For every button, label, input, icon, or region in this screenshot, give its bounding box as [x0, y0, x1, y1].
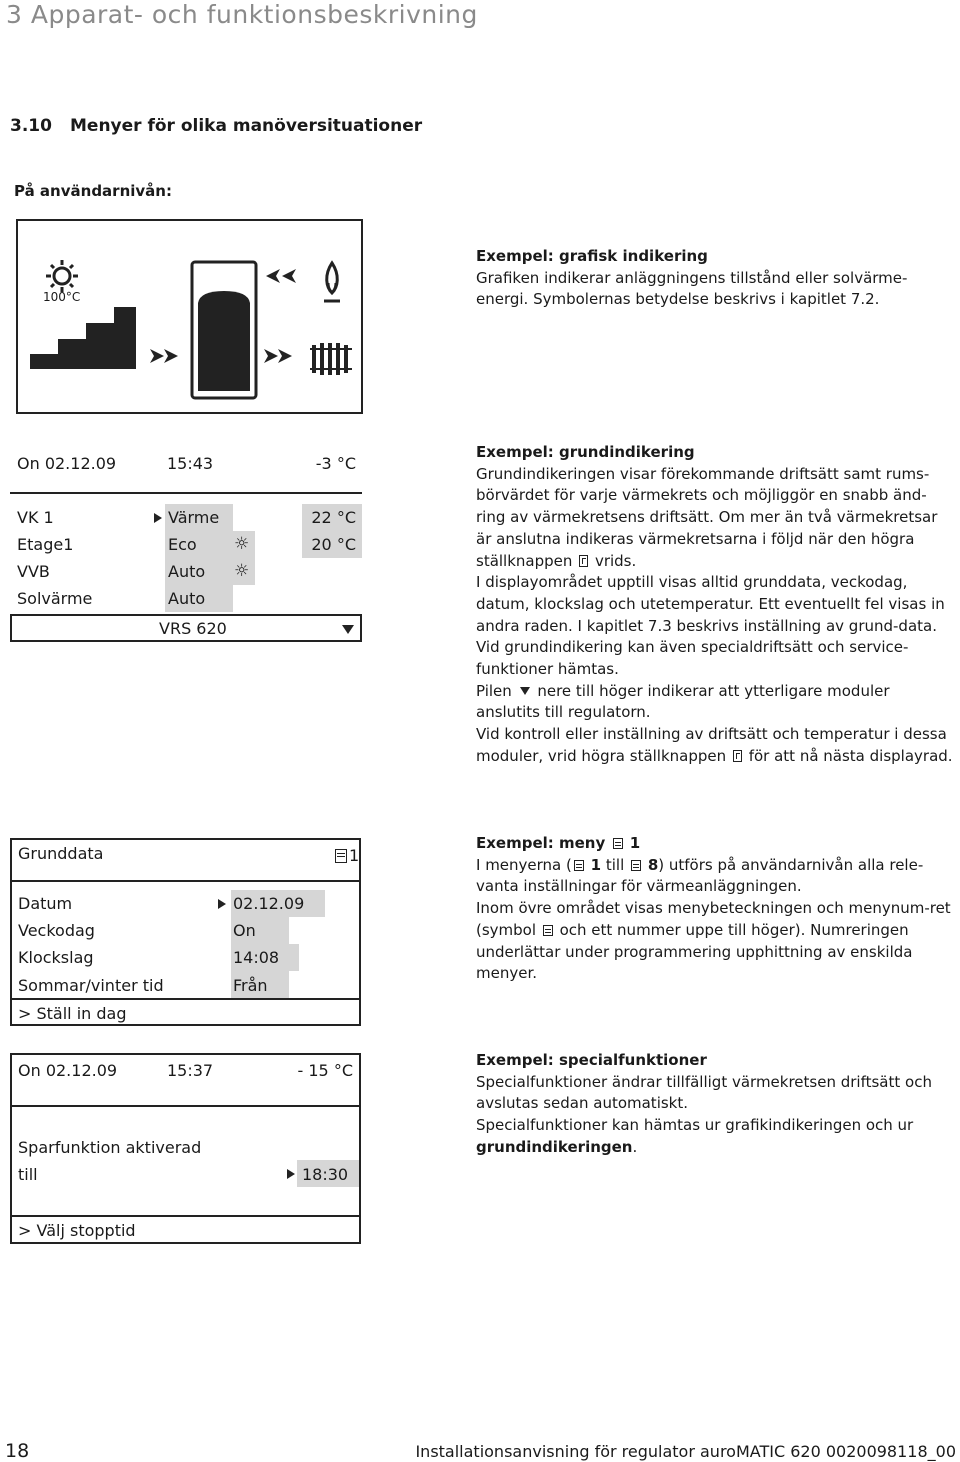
- section-title: Menyer för olika manöversituationer: [70, 116, 423, 136]
- chapter-heading: 3 Apparat- och funktionsbeskrivning: [6, 0, 478, 29]
- menu-row-value[interactable]: Från: [233, 976, 268, 995]
- basic-row-name: VK 1: [17, 508, 54, 527]
- knob-icon: [579, 555, 588, 567]
- menu-row-value[interactable]: 14:08: [233, 948, 280, 967]
- example-basic-block: [476, 442, 954, 768]
- special-time: 15:37: [167, 1061, 214, 1080]
- special-day: On 02.12.09: [18, 1061, 118, 1080]
- menu-icon: [335, 849, 347, 863]
- temperature-label: 100°C: [43, 290, 81, 304]
- special-divider: [10, 1105, 361, 1107]
- basic-row-setpoint[interactable]: 22 °C: [311, 508, 356, 527]
- radiator-icon: [310, 343, 352, 375]
- menu-icon: [574, 860, 584, 871]
- graphic-display-svg: [18, 221, 361, 412]
- menu-icon: [631, 860, 641, 871]
- basic-row-mode[interactable]: Värme: [168, 508, 220, 527]
- arrows-left-icon: [266, 269, 296, 283]
- example-menu-block: [476, 833, 954, 985]
- selection-arrow-icon: [218, 899, 226, 909]
- footer-text: Installationsanvisning för regulator auroMATIC 620 0020098118_00: [415, 1442, 956, 1461]
- basic-row-setpoint[interactable]: 20 °C: [311, 535, 356, 554]
- basic-row-name: VVB: [17, 562, 50, 581]
- basic-module-label: VRS 620: [159, 619, 227, 638]
- basic-display: [10, 450, 362, 642]
- example-basic-p2: I displayområdet upptill visas alltid grunddata, veckodag, datum, klockslag och utetemperatur. Ett eventuellt fel visas in andra raden. I kapitlet 7.3 beskrivs inställning av grund-data.: [476, 573, 945, 635]
- example-basic-p1: Grundindikeringen visar förekommande driftsätt samt rums-börvärdet för varje värmekrets och möjliggör en snabb änd-ring av värmekretsens driftsätt. Om mer än två värmekretsar är anslutna indikeras värmekretsarna i följd när den högra ställknappen vrids.: [476, 464, 938, 570]
- menu-row-label: Veckodag: [18, 921, 95, 940]
- special-footer[interactable]: > Välj stopptid: [18, 1221, 136, 1240]
- example-special-p1: Specialfunktioner ändrar tillfälligt värmekretsen driftsätt och avslutas sedan automatiskt.: [476, 1072, 932, 1113]
- special-outdoor-temp: - 15 °C: [297, 1061, 353, 1080]
- section-number: 3.10: [10, 116, 52, 136]
- special-line2-label: till: [18, 1165, 38, 1184]
- menu-icon: [613, 838, 623, 849]
- menu-divider: [10, 880, 361, 882]
- basic-module-bar: [10, 614, 362, 642]
- example-basic-p3: Vid grundindikering kan även specialdriftsätt och service-funktioner hämtas.: [476, 638, 909, 679]
- sun-icon: [46, 260, 78, 292]
- basic-divider: [10, 492, 362, 494]
- selection-arrow-icon: [154, 513, 162, 523]
- stairs-bars-icon: [30, 307, 136, 369]
- basic-row-mode[interactable]: Auto: [168, 589, 206, 608]
- example-basic-heading: Exempel: grundindikering: [476, 443, 695, 461]
- basic-time: 15:43: [167, 454, 214, 473]
- level-heading: På användarnivån:: [14, 182, 172, 200]
- menu-display: [10, 838, 361, 1026]
- menu-row-label: Klockslag: [18, 948, 94, 967]
- example-special-block: [476, 1050, 954, 1159]
- menu-row-value[interactable]: 02.12.09: [233, 894, 305, 913]
- menu-icon: [543, 925, 553, 936]
- example-graphic-heading: Exempel: grafisk indikering: [476, 247, 708, 265]
- example-basic-p5: Vid kontroll eller inställning av driftsätt och temperatur i dessa moduler, vrid högra ställknappen för att nå nästa displayrad.: [476, 725, 953, 765]
- example-special-heading: Exempel: specialfunktioner: [476, 1051, 707, 1069]
- example-menu-p2: Inom övre området visas menybeteckningen och menynum-ret (symbol och ett nummer uppe till höger). Numreringen underlättar under programmering upphittning av enskilda menyer.: [476, 899, 951, 983]
- example-menu-p1: I menyerna ( 1 till 8) utförs på användarnivån alla rele-vanta inställningar för värmeanläggningen.: [476, 855, 924, 896]
- example-graphic-text: Grafiken indikerar anläggningens tillstånd eller solvärme-energi. Symbolernas betydelse beskrivs i kapitlet 7.2.: [476, 268, 908, 309]
- basic-outdoor-temp: -3 °C: [315, 454, 356, 473]
- down-arrow-icon: [342, 625, 354, 634]
- basic-row-name: Etage1: [17, 535, 74, 554]
- example-special-p2: Specialfunktioner kan hämtas ur grafikindikeringen och ur grundindikeringen.: [476, 1116, 914, 1156]
- menu-row-value[interactable]: On: [233, 921, 256, 940]
- menu-number: 1: [349, 846, 360, 865]
- basic-row-mode[interactable]: Eco: [168, 535, 197, 554]
- menu-footer-divider: [10, 998, 361, 1000]
- special-display: [10, 1053, 361, 1244]
- page-number: 18: [5, 1440, 30, 1462]
- flame-icon: [327, 263, 338, 293]
- basic-day: On 02.12.09: [17, 454, 117, 473]
- example-basic-p4: Pilen nere till höger indikerar att ytterligare moduler anslutits till regulatorn.: [476, 681, 890, 722]
- sun-icon: ☼: [234, 534, 250, 554]
- menu-title: Grunddata: [18, 844, 104, 863]
- basic-row-name: Solvärme: [17, 589, 93, 608]
- knob-icon: [733, 750, 742, 762]
- special-footer-divider: [10, 1215, 361, 1217]
- tank-icon: [192, 262, 256, 398]
- down-arrow-icon: [520, 687, 530, 695]
- example-menu-heading: Exempel: meny 1: [476, 834, 641, 852]
- menu-footer[interactable]: > Ställ in dag: [18, 1004, 127, 1023]
- example-graphic-block: [476, 246, 954, 311]
- selection-arrow-icon: [287, 1169, 295, 1179]
- menu-row-label: Sommar/vinter tid: [18, 976, 164, 995]
- basic-row-mode[interactable]: Auto: [168, 562, 206, 581]
- menu-row-label: Datum: [18, 894, 73, 913]
- special-line1: Sparfunktion aktiverad: [18, 1138, 202, 1157]
- sun-icon: ☼: [234, 561, 250, 581]
- special-line2-value[interactable]: 18:30: [302, 1165, 349, 1184]
- graphic-display-panel: [16, 219, 363, 414]
